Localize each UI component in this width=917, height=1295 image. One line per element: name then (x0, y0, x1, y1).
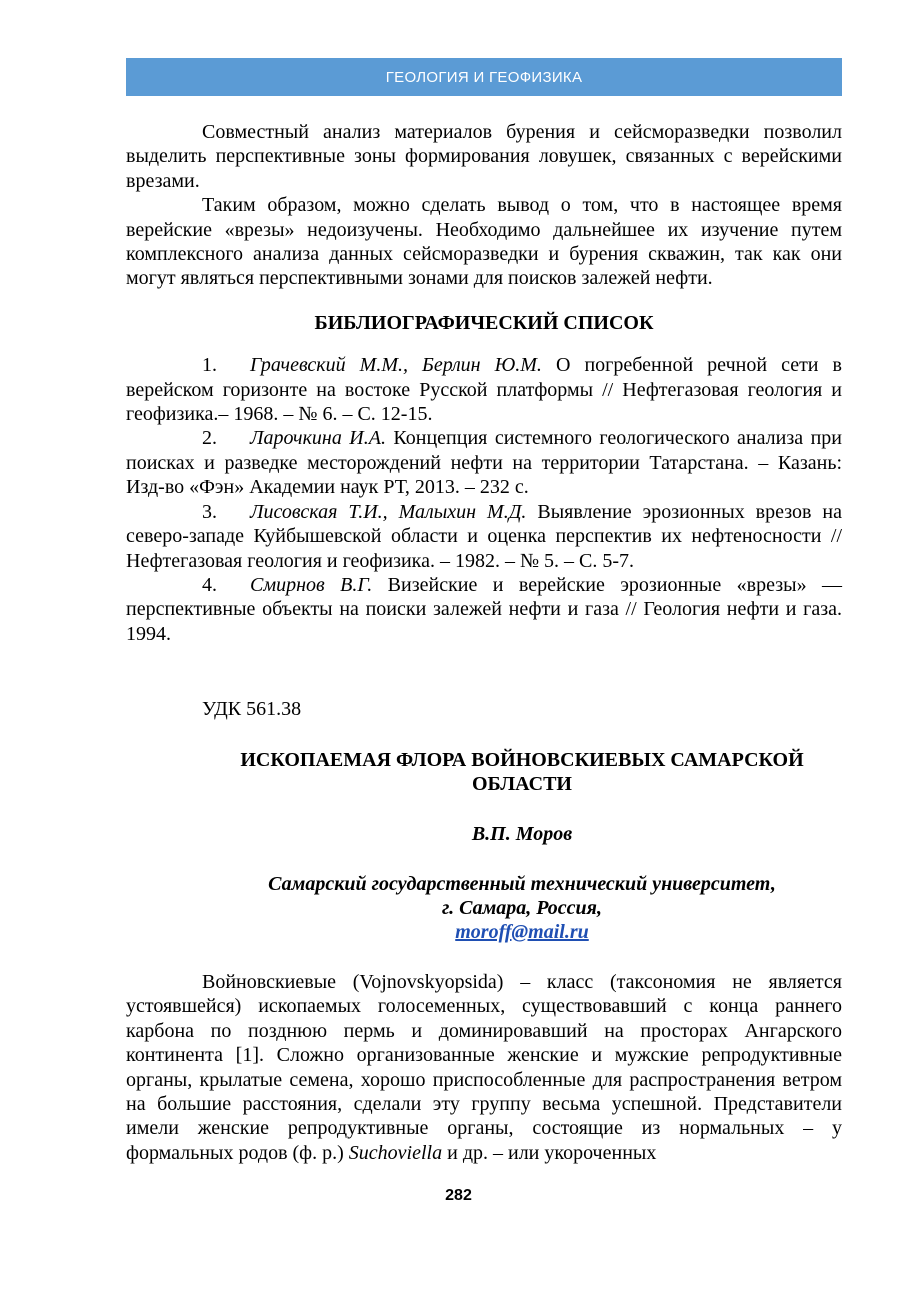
intro-paragraph-1: Совместный анализ материалов бурения и сейсморазведки позволил выделить перспективные зоны формирования ловушек, связанных с верейскими врезами. (126, 121, 842, 192)
body-genus-name: Suchoviella (348, 1141, 443, 1164)
article-title-line-1: ИСКОПАЕМАЯ ФЛОРА ВОЙНОВСКИЕВЫХ САМАРСКОЙ (240, 748, 804, 771)
author-affiliation (126, 872, 842, 944)
reference-text: Визейские и верейские эрозионные «врезы» — перспективные объекты на поиски залежей нефти и газа // Геология нефти и газа. 1994. (126, 573, 843, 645)
article-title-line-2: ОБЛАСТИ (472, 772, 572, 795)
reference-number: 2. (202, 427, 217, 450)
article-title (126, 748, 842, 796)
reference-number: 1. (202, 354, 217, 377)
reference-text: Концепция системного геологического анализа при поисках и разведке месторождений нефти на территории Татарстана. – Казань: Изд-во «Фэн» Академии наук РТ, 2013. – 232 с. (126, 427, 842, 499)
article-body-paragraph (126, 970, 842, 1165)
reference-authors: Грачевский М.М., Берлин Ю.М. (250, 354, 542, 377)
body-text-part-2: и др. – или укороченных (442, 1141, 657, 1164)
body-text-part-1: Войновскиевые (Vojnovskyopsida) – класс (таксономия не является устоявшейся) ископаемых голосеменных, существовавший с конца раннего карбона по позднюю пермь и доминировавший на просторах Ангарского континента [1]. Сложно организованные женские и мужские репродуктивные органы, крылатые семена, хорошо приспособленные для распространения ветром на большие расстояния, сделали эту группу весьма успешной. Представители имели женские репродуктивные органы, состоящие из нормальных – у формальных родов (ф. р.) (126, 970, 842, 1164)
affiliation-line-2: г. Самара, Россия, (442, 896, 602, 919)
page-number: 282 (445, 1187, 472, 1204)
reference-item-2 (126, 426, 842, 499)
reference-text: Выявление эрозионных врезов на северо-западе Куйбышевской области и оценка перспектив их нефтеносности // Нефтегазовая геология и геофизика. – 1982. – № 5. – С. 5-7. (126, 500, 842, 572)
reference-number: 3. (202, 500, 217, 523)
author-email-link[interactable]: moroff@mail.ru (455, 920, 589, 943)
bibliography-title: БИБЛИОГРАФИЧЕСКИЙ СПИСОК (314, 311, 654, 334)
intro-paragraph-2: Таким образом, можно сделать вывод о том, что в настоящее время верейские «врезы» недоизучены. Необходимо дальнейшее их изучение путем комплексного анализа данных сейсморазведки и бурения скважин, так как они могут являться перспективными зонами для поисков залежей нефти. (126, 194, 842, 290)
article-author: В.П. Моров (471, 822, 573, 845)
reference-item-3 (126, 500, 842, 573)
page-content (126, 120, 842, 1165)
section-header-title: ГЕОЛОГИЯ И ГЕОФИЗИКА (385, 68, 583, 86)
affiliation-line-1: Самарский государственный технический университет, (268, 872, 776, 895)
reference-item-1 (126, 353, 842, 426)
reference-item-4 (126, 573, 842, 646)
reference-authors: Лисовская Т.И., Малыхин М.Д. (250, 500, 527, 523)
udk-code: УДК 561.38 (202, 698, 302, 721)
reference-text: О погребенной речной сети в верейском горизонте на востоке Русской платформы // Нефтегазовая геология и геофизика.– 1968. – № 6. – С. 12-15. (126, 354, 842, 426)
reference-authors: Ларочкина И.А. (250, 427, 386, 450)
reference-authors: Смирнов В.Г. (250, 573, 373, 596)
section-header (126, 58, 842, 96)
reference-number: 4. (202, 573, 217, 596)
